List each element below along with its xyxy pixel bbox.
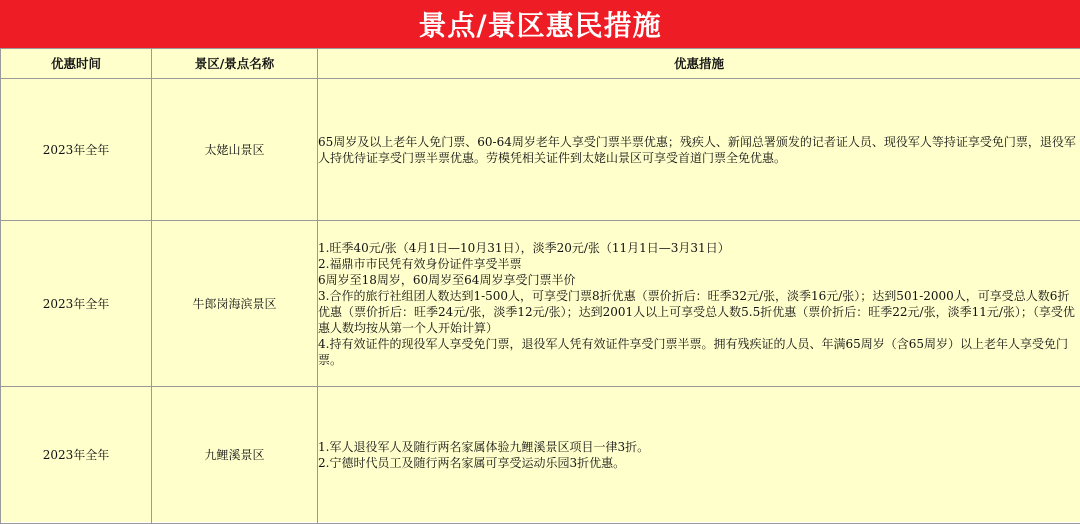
table-row [1, 79, 1080, 221]
measure-line: 2.福鼎市市民凭有效身份证件享受半票 [318, 256, 1080, 272]
cell-name[interactable]: 牛郎岗海滨景区 [152, 221, 318, 387]
cell-measures[interactable] [318, 79, 1080, 221]
measure-line: 3.合作的旅行社组团人数达到1-500人，可享受门票8折优惠（票价折后：旺季32元/张，淡季16元/张）；达到501-2000人，可享受总人数6折优惠（票价折后：旺季24元/张，淡季12元/张）；达到2001人以上可享受总人数5.5折优惠（票价折后：旺季22元/张，淡季11元/张）；（享受优惠人数均按从第一个人开始计算） [318, 288, 1080, 336]
table-row [1, 387, 1080, 524]
measure-line: 6周岁至18周岁，60周岁至64周岁享受门票半价 [318, 272, 1080, 288]
table-row [1, 221, 1080, 387]
measure-line: 2.宁德时代员工及随行两名家属可享受运动乐园3折优惠。 [318, 455, 1080, 471]
header-measures[interactable]: 优惠措施 [318, 49, 1080, 79]
measures-table [0, 48, 1080, 524]
measure-line: 1.军人退役军人及随行两名家属体验九鲤溪景区项目一律3折。 [318, 439, 1080, 455]
measure-line: 65周岁及以上老年人免门票、60-64周岁老年人享受门票半票优惠；残疾人、新闻总署颁发的记者证人员、现役军人等持证享受免门票，退役军人持优待证享受门票半票优惠。劳模凭相关证件到太姥山景区可享受首道门票全免优惠。 [318, 134, 1080, 166]
measure-line: 4.持有效证件的现役军人享受免门票，退役军人凭有效证件享受门票半票。拥有残疾证的人员、年满65周岁（含65周岁）以上老年人享受免门票。 [318, 336, 1080, 368]
title-bar [0, 0, 1080, 49]
cell-time[interactable]: 2023年全年 [1, 221, 152, 387]
cell-measures[interactable] [318, 221, 1080, 387]
page-title: 景点/景区惠民措施 [418, 4, 661, 44]
cell-name[interactable]: 九鲤溪景区 [152, 387, 318, 524]
cell-name[interactable]: 太姥山景区 [152, 79, 318, 221]
cell-time[interactable]: 2023年全年 [1, 79, 152, 221]
header-time[interactable]: 优惠时间 [1, 49, 152, 79]
header-row [1, 49, 1080, 79]
cell-measures[interactable] [318, 387, 1080, 524]
header-name[interactable]: 景区/景点名称 [152, 49, 318, 79]
measure-line: 1.旺季40元/张（4月1日—10月31日），淡季20元/张（11月1日—3月31日） [318, 240, 1080, 256]
cell-time[interactable]: 2023年全年 [1, 387, 152, 524]
